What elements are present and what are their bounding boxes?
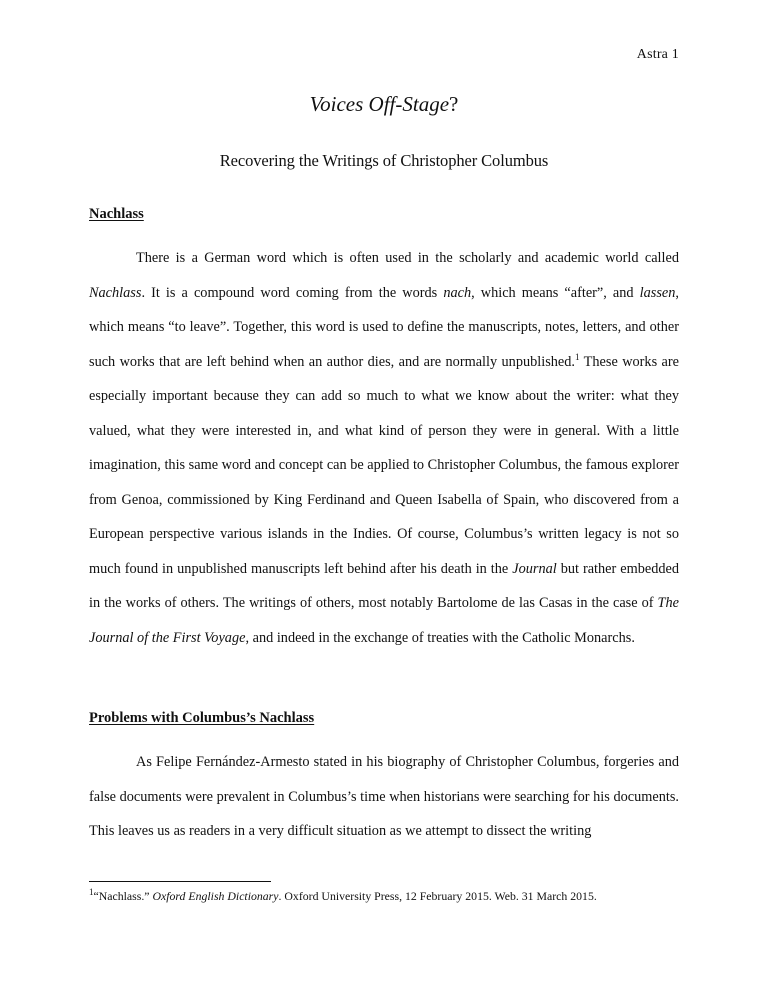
- section-nachlass-paragraph: [89, 241, 679, 655]
- text-run: As Felipe Fernández-Armesto stated in his biography of Christopher Columbus, forgeries and false documents were prevalent in Columbus’s time when historians were searching for his documents. This leaves us as readers in a very difficult situation as we attempt to dissect the writing: [89, 754, 679, 839]
- text-run: . It is a compound word coming from the words: [141, 284, 444, 301]
- text-run: , which means “after”, and: [471, 284, 640, 301]
- section-heading-problems: Problems with Columbus’s Nachlass: [89, 710, 315, 726]
- text-run: . Oxford University Press, 12 February 2015. Web. 31 March 2015.: [278, 889, 597, 903]
- running-header-page-number: Astra 1: [636, 47, 679, 62]
- footnote-separator: [89, 881, 271, 882]
- italic-text: Nachlass: [89, 284, 142, 301]
- paper-title-italic: Voices Off-Stage: [309, 92, 450, 116]
- section-heading-nachlass: Nachlass: [89, 206, 144, 222]
- footnote-marker: 1: [575, 351, 580, 362]
- italic-text: The Journal of the First Voyage: [89, 595, 679, 646]
- text-run: These works are especially important because they can add so much to what we know about the writer: what they valued, what they were interested in, and what kind of person they were in general. With a little imagination, this same word and concept can be applied to Christopher Columbus, the famous explorer from Genoa, commissioned by King Ferdinand and Queen Isabella of Spain, who discovered from a European perspective various islands in the Indies. Of course, Columbus’s written legacy is not so much found in unpublished manuscripts left behind after his death in the: [89, 353, 680, 577]
- text-run: , and indeed in the exchange of treaties with the Catholic Monarchs.: [245, 629, 635, 646]
- text-run: There is a German word which is often used in the scholarly and academic world called: [136, 250, 679, 266]
- italic-text: Oxford English Dictionary: [152, 889, 279, 903]
- text-run: , which means “to leave”. Together, this word is used to define the manuscripts, notes, letters, and other such works that are left behind when an author dies, and are normally unpublished.: [89, 284, 679, 370]
- paper-subtitle: Recovering the Writings of Christopher Columbus: [219, 151, 549, 170]
- text-run: but rather embedded in the works of others. The writings of others, most notably Bartolome de las Casas in the case of: [89, 560, 679, 611]
- paper-title: [0, 92, 768, 117]
- footnote-marker: 1: [89, 887, 94, 898]
- footnote-1: [89, 889, 689, 904]
- text-run: “Nachlass.”: [93, 889, 153, 903]
- paper-title-suffix: ?: [449, 92, 459, 116]
- italic-text: lassen: [639, 284, 676, 301]
- italic-text: Journal: [512, 560, 557, 577]
- section-problems-paragraph: [89, 745, 679, 849]
- italic-text: nach: [443, 284, 472, 301]
